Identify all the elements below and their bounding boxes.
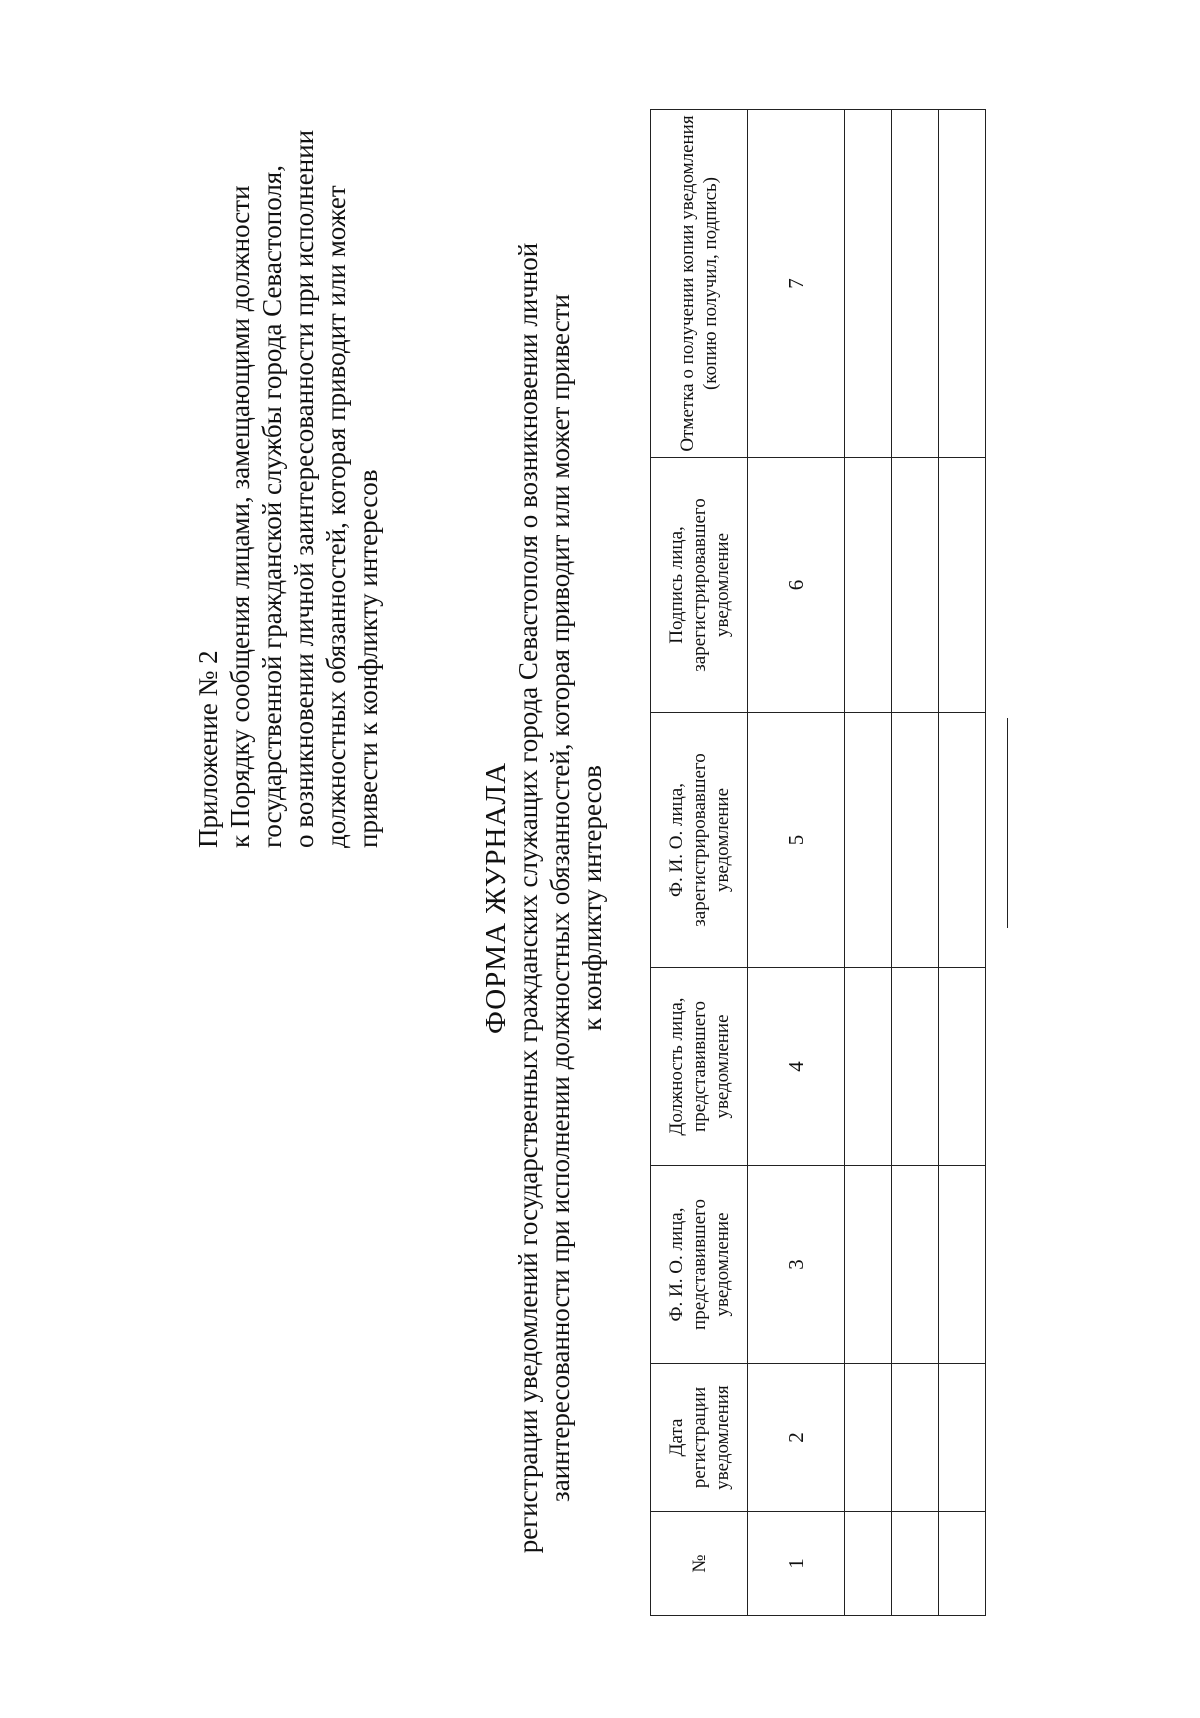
table-cell [939,1512,986,1616]
table-cell [939,968,986,1166]
table-column-numbers-row [748,110,845,1616]
table-cell [939,713,986,968]
header-submitter-position: Должность лица, представившего уведомление [651,968,748,1166]
column-number: 1 [748,1512,845,1616]
table-cell [845,458,892,713]
header-registrar-name: Ф. И. О. лица, зарегистрировавшего уведомление [651,713,748,968]
table-cell [845,713,892,968]
column-number: 3 [748,1166,845,1364]
table-cell [892,458,939,713]
journal-table [650,109,986,1616]
header-submitter-name: Ф. И. О. лица, представившего уведомление [651,1166,748,1364]
column-number: 5 [748,713,845,968]
table-row [892,110,939,1616]
table-cell [845,1512,892,1616]
appendix-line: должностных обязанностей, которая приводит или может [321,185,351,848]
journal-heading [480,158,608,1638]
journal-subtitle-line: регистрации уведомлений государственных гражданских служащих города Севастополя о возникновении личной [513,242,543,1554]
footer-divider-line [1007,718,1008,928]
table-header-row [651,110,748,1616]
column-number: 7 [748,110,845,458]
appendix-line: государственной гражданской службы города Севастополя, [257,165,287,848]
table-cell [892,1512,939,1616]
column-number: 6 [748,458,845,713]
header-copy-receipt: Отметка о получении копии уведомления (копию получил, подпись) [651,110,748,458]
appendix-line: привести к конфликту интересов [353,469,383,848]
table-cell [892,713,939,968]
appendix-title: Приложение № 2 [193,650,223,848]
appendix-line: к Порядку сообщения лицами, замещающими должности [225,185,255,848]
table-cell [892,968,939,1166]
table-row [845,110,892,1616]
table-cell [892,110,939,458]
table-cell [845,110,892,458]
table-cell [939,458,986,713]
journal-subtitle-line: заинтересованности при исполнении должностных обязанностей, которая приводит или может привести [545,294,575,1502]
header-registrar-signature: Подпись лица, зарегистрировавшего уведомление [651,458,748,713]
header-registration-date: Дата регистрации уведомления [651,1364,748,1512]
table-row [939,110,986,1616]
header-number: № [651,1512,748,1616]
journal-subtitle-line: к конфликту интересов [577,765,607,1031]
table-cell [845,1166,892,1364]
journal-title: ФОРМА ЖУРНАЛА [480,761,512,1035]
appendix-line: о возникновении личной заинтересованности при исполнении [289,129,319,848]
column-number: 4 [748,968,845,1166]
table-cell [939,1364,986,1512]
table-cell [892,1364,939,1512]
column-number: 2 [748,1364,845,1512]
table-cell [939,1166,986,1364]
table-cell [892,1166,939,1364]
table-cell [939,110,986,458]
table-cell [845,1364,892,1512]
table-cell [845,968,892,1166]
appendix-block [192,88,384,848]
